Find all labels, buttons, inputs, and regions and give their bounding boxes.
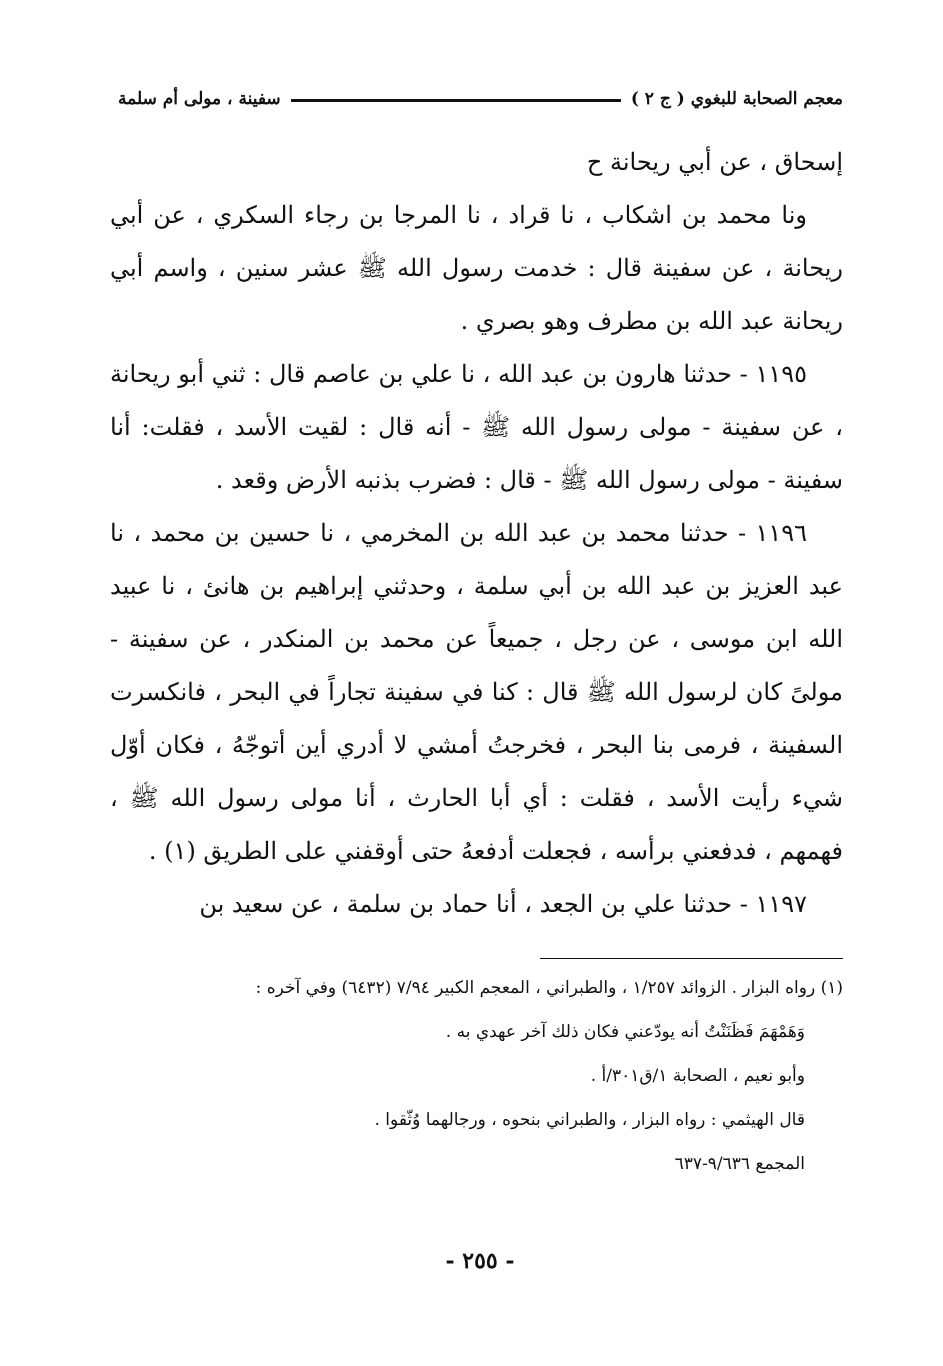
- footnote-line: وَهَمْهَمَ فَظَنَنْتُ أنه يودّعني فكان ذلك آخر عهدي به .: [445, 1022, 805, 1042]
- paragraph: ونا محمد بن اشكاب ، نا قراد ، نا المرجا بن رجاء السكري ، عن أبي ريحانة ، عن سفينة قال : خدمت رسول الله ﷺ عشر سنين ، واسم أبي ريحانة عبد الله بن مطرف وهو بصري .: [110, 201, 843, 335]
- footnote-line: المجمع ٩/٦٣٦-٦٣٧: [674, 1154, 805, 1174]
- hadith-1195: ١١٩٥ - حدثنا هارون بن عبد الله ، نا علي بن عاصم قال : ثني أبو ريحانة ، عن سفينة - مولى رسول الله ﷺ - أنه قال : لقيت الأسد ، فقلت: أنا سفينة - مولى رسول الله ﷺ - قال : فضرب بذنبه الأرض وقعد .: [110, 360, 843, 494]
- header-rule: [291, 99, 621, 102]
- footnote-separator: [540, 958, 843, 959]
- page-number: - ٢٥٥ -: [445, 1248, 515, 1274]
- header-section-title: سفينة ، مولى أم سلمة: [118, 89, 281, 109]
- footnote-line: قال الهيثمي : رواه البزار ، والطبراني بنحوه ، ورجالهما وُثّقوا .: [374, 1110, 805, 1130]
- hadith-1196: ١١٩٦ - حدثنا محمد بن عبد الله بن المخرمي ، نا حسين بن محمد ، نا عبد العزيز بن عبد الله بن أبي سلمة ، وحدثني إبراهيم بن هانئ ، نا عبيد الله ابن موسى ، عن رجل ، جميعاً عن محمد بن المنكدر ، عن سفينة - مولىً كان لرسول الله ﷺ قال : كنا في سفينة تجاراً في البحر ، فانكسرت السفينة ، فرمى بنا البحر ، فخرجتُ أمشي لا أدري أين أتوجّهُ ، فكان أوّل شيء رأيت الأسد ، فقلت : أي أبا الحارث ، أنا مولى رسول الله ﷺ ، فهمهم ، فدفعني برأسه ، فجعلت أدفعهُ حتى أوقفني على الطريق (١) .: [110, 519, 843, 865]
- footnotes: [100, 966, 843, 1186]
- main-text: [110, 136, 843, 931]
- footnote-line: وأبو نعيم ، الصحابة ١/ق٣٠١/أ .: [590, 1066, 805, 1086]
- header-book-title: معجم الصحابة للبغوي ( ج ٢ ): [630, 89, 843, 109]
- running-header: [118, 84, 843, 114]
- paragraph: إسحاق ، عن أبي ريحانة ح: [586, 148, 843, 176]
- hadith-1197: ١١٩٧ - حدثنا علي بن الجعد ، أنا حماد بن سلمة ، عن سعيد بن: [199, 890, 807, 918]
- footnote-line: (١) رواه البزار . الزوائد ١/٢٥٧ ، والطبراني ، المعجم الكبير ٧/٩٤ (٦٤٣٢) وفي آخره :: [255, 978, 843, 998]
